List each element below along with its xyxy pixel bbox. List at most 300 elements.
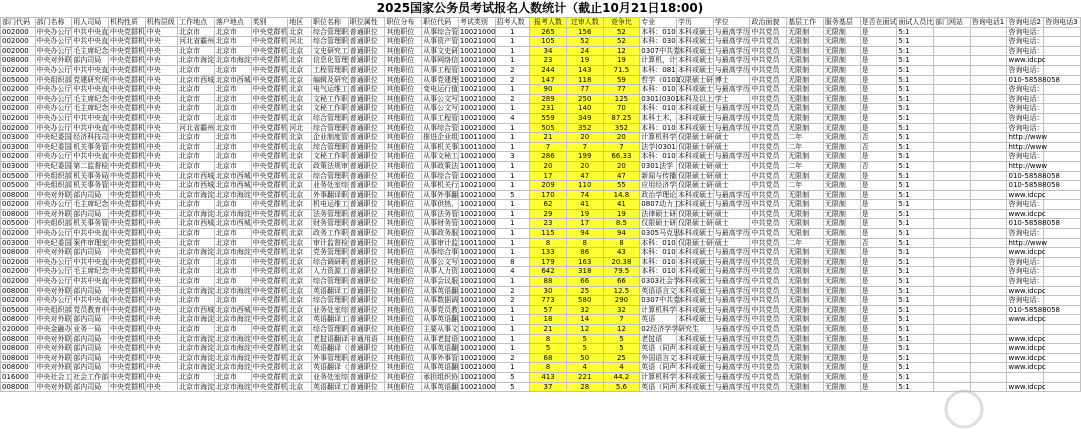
table-cell[interactable]: 本科或硕士 xyxy=(678,344,714,353)
table-cell[interactable]: 1 xyxy=(495,315,530,325)
table-cell[interactable]: 5:1 xyxy=(897,238,934,248)
table-cell[interactable]: 无限制 xyxy=(823,85,860,95)
table-cell[interactable]: 无限制 xyxy=(823,37,860,47)
table-cell[interactable]: 中央党群机 xyxy=(252,94,288,103)
table-cell[interactable]: 中央党群机 xyxy=(252,133,288,142)
table-cell[interactable]: 77 xyxy=(566,85,603,95)
table-cell[interactable]: 中央办公厅 xyxy=(36,200,72,209)
table-cell[interactable]: 普通职位 xyxy=(348,37,385,47)
table-cell[interactable]: 仅限硕士研 xyxy=(678,161,714,170)
table-cell[interactable] xyxy=(1044,142,1081,152)
table-cell[interactable] xyxy=(934,267,971,277)
table-cell[interactable]: 无限制 xyxy=(823,142,860,152)
table-cell[interactable]: 无限制 xyxy=(787,353,824,363)
table-cell[interactable]: 普通职位 xyxy=(348,104,385,114)
table-cell[interactable]: 与最高学历 xyxy=(714,200,750,209)
table-cell[interactable]: 英语语言文 xyxy=(641,286,677,295)
table-cell[interactable]: 政治学理论 xyxy=(641,190,677,199)
table-cell[interactable]: 北京市 xyxy=(214,296,251,306)
table-cell[interactable]: 其他职位 xyxy=(385,181,422,191)
table-cell[interactable]: 中央社会工 xyxy=(36,372,72,381)
table-cell[interactable]: 005000 xyxy=(1,171,36,181)
table-cell[interactable]: 010-58588058 xyxy=(1008,75,1060,84)
table-cell[interactable]: 中央党群机 xyxy=(252,372,288,381)
table-cell[interactable]: 政策法规审 xyxy=(313,161,348,170)
table-cell[interactable]: 5:1 xyxy=(897,248,934,258)
table-cell[interactable] xyxy=(970,238,1007,248)
table-cell[interactable]: 其他职位 xyxy=(385,142,422,152)
table-cell[interactable] xyxy=(1044,37,1081,47)
table-cell[interactable]: 与最高学历 xyxy=(714,267,750,276)
table-cell[interactable]: 2 xyxy=(495,65,530,75)
table-cell[interactable]: 北京市西城 xyxy=(179,305,215,314)
table-cell[interactable]: 中央办公厅 xyxy=(36,229,72,238)
table-cell[interactable]: 0305马克思 xyxy=(641,229,681,238)
table-cell[interactable]: 5:1 xyxy=(897,27,934,37)
table-cell[interactable]: 本科：010 xyxy=(641,267,676,276)
table-cell[interactable]: 非通用语 xyxy=(348,334,385,344)
table-cell[interactable]: 本科：010 xyxy=(641,85,676,94)
table-cell[interactable]: 中共党员 xyxy=(750,56,787,66)
table-cell[interactable]: 17 xyxy=(566,219,603,229)
table-cell[interactable]: 普通职位 xyxy=(348,238,385,248)
table-cell[interactable]: 无限制 xyxy=(787,219,824,229)
table-cell[interactable]: 英语翻译工 xyxy=(313,315,348,324)
table-cell[interactable]: 5:1 xyxy=(897,75,934,85)
table-cell[interactable]: 从事网络信 xyxy=(423,56,459,65)
table-cell[interactable]: 中央党群机 xyxy=(252,85,288,94)
table-cell[interactable] xyxy=(934,248,971,258)
table-cell[interactable]: 中共党员 xyxy=(750,353,787,363)
table-cell[interactable]: 普通职位 xyxy=(348,209,385,219)
table-cell[interactable]: 中央 xyxy=(145,344,177,354)
table-cell[interactable]: 北京市 xyxy=(178,238,215,248)
table-cell[interactable]: 无限制 xyxy=(787,305,824,315)
table-cell[interactable]: 是 xyxy=(860,315,897,325)
table-cell[interactable]: 其他职位 xyxy=(385,238,422,248)
table-cell[interactable]: 北京市 xyxy=(214,267,251,277)
table-cell[interactable]: 10021000 xyxy=(459,334,496,343)
table-cell[interactable]: 否 xyxy=(860,161,897,171)
table-cell[interactable]: 法学(0301 xyxy=(641,142,676,151)
table-cell[interactable]: 北京 xyxy=(288,344,312,354)
table-cell[interactable]: 002000 xyxy=(1,296,36,306)
table-cell[interactable]: 新闻与传播 xyxy=(641,171,677,180)
table-cell[interactable]: 与最高学历 xyxy=(714,56,750,65)
table-cell[interactable]: 30 xyxy=(530,286,567,296)
table-cell[interactable]: 普通职位 xyxy=(348,296,385,306)
table-cell[interactable]: 其他职位 xyxy=(385,344,422,354)
table-cell[interactable]: 2 xyxy=(495,353,530,363)
table-cell[interactable] xyxy=(934,94,971,104)
table-cell[interactable]: 中央对外联 xyxy=(36,344,72,353)
table-cell[interactable]: 中央办公厅 xyxy=(36,123,72,132)
table-cell[interactable]: 79.5 xyxy=(603,267,640,277)
table-cell[interactable]: 无限制 xyxy=(823,372,860,382)
table-cell[interactable]: 0301(0301 xyxy=(641,94,680,103)
table-cell[interactable]: 无限制 xyxy=(787,286,824,296)
table-cell[interactable]: 008000 xyxy=(1,353,36,363)
table-cell[interactable]: 中央党群机 xyxy=(252,37,288,46)
table-cell[interactable]: 中央党群机 xyxy=(252,248,288,257)
table-cell[interactable]: 179 xyxy=(530,257,567,267)
table-cell[interactable]: 北京市海淀 xyxy=(215,382,251,391)
table-cell[interactable]: 北京市 xyxy=(178,133,215,143)
table-cell[interactable]: 中央 xyxy=(145,65,177,75)
table-cell[interactable]: 中央党群机 xyxy=(252,161,288,170)
column-header[interactable]: 机构性质 xyxy=(108,18,145,28)
table-cell[interactable] xyxy=(934,363,971,373)
table-cell[interactable] xyxy=(970,248,1007,258)
table-cell[interactable]: 北京市 xyxy=(214,277,251,287)
table-cell[interactable]: 北京市海淀 xyxy=(179,344,215,353)
column-header[interactable]: 职位属性 xyxy=(348,18,385,28)
table-cell[interactable]: 从事外事翻 xyxy=(423,190,459,199)
table-cell[interactable]: 002000 xyxy=(1,94,36,104)
table-cell[interactable]: 普通职位 xyxy=(348,219,385,229)
table-cell[interactable]: 23 xyxy=(530,219,567,229)
table-cell[interactable]: 10021000 xyxy=(459,325,496,333)
table-cell[interactable] xyxy=(934,65,971,75)
table-cell[interactable] xyxy=(970,229,1007,239)
table-cell[interactable]: 硕士 xyxy=(713,142,750,152)
table-cell[interactable]: 5:1 xyxy=(897,344,934,354)
table-cell[interactable]: 与最高学历 xyxy=(714,37,750,46)
table-cell[interactable] xyxy=(970,200,1007,210)
table-cell[interactable]: 1 xyxy=(495,200,530,210)
table-cell[interactable]: 无限制 xyxy=(823,238,860,248)
table-cell[interactable]: 英语翻译工 xyxy=(313,286,348,295)
table-cell[interactable]: 5 xyxy=(495,190,530,200)
table-cell[interactable]: 普通职位 xyxy=(348,152,385,162)
table-cell[interactable]: 中央党群机 xyxy=(252,229,288,238)
table-cell[interactable]: 无限制 xyxy=(823,219,860,229)
table-cell[interactable]: 71.5 xyxy=(603,65,640,75)
table-cell[interactable]: 中央党群机 xyxy=(252,142,288,151)
table-cell[interactable]: 中央组织部 xyxy=(36,171,72,180)
table-cell[interactable]: 是 xyxy=(860,37,897,47)
table-cell[interactable]: 从事数据调 xyxy=(423,296,459,305)
column-header[interactable]: 部门名称 xyxy=(35,18,72,28)
table-cell[interactable]: 002000 xyxy=(1,113,36,123)
table-cell[interactable]: 156 xyxy=(566,27,603,37)
table-cell[interactable]: 265 xyxy=(530,27,567,37)
table-cell[interactable]: 普通职位 xyxy=(348,325,385,335)
table-cell[interactable]: 其他职位 xyxy=(385,229,422,239)
table-cell[interactable]: 北京 xyxy=(288,363,312,373)
table-cell[interactable]: 北京 xyxy=(288,286,312,296)
table-cell[interactable] xyxy=(1044,190,1081,200)
column-header[interactable]: 基层工作 xyxy=(787,18,824,28)
table-cell[interactable]: 北京 xyxy=(288,353,312,363)
table-cell[interactable]: 002000 xyxy=(1,65,36,75)
table-cell[interactable]: 普通职位 xyxy=(348,267,385,277)
table-cell[interactable]: 10021000 xyxy=(459,56,496,65)
table-cell[interactable]: 中央党群机 xyxy=(109,267,145,276)
table-cell[interactable]: 002000 xyxy=(1,104,36,114)
table-cell[interactable]: 中央办公厅 xyxy=(36,37,72,46)
table-cell[interactable]: 与最高学历 xyxy=(714,305,750,314)
table-cell[interactable]: 中央办公厅 xyxy=(36,94,72,103)
table-cell[interactable]: 北京市 xyxy=(178,267,215,277)
table-cell[interactable]: 河北省霸州 xyxy=(179,123,215,132)
table-cell[interactable]: 无限制 xyxy=(823,296,860,306)
table-cell[interactable] xyxy=(934,238,971,248)
table-cell[interactable] xyxy=(970,27,1007,37)
table-cell[interactable]: 无限制 xyxy=(823,209,860,219)
column-header[interactable]: 部门网站 xyxy=(934,18,971,28)
table-cell[interactable]: 中央党群机 xyxy=(109,334,145,343)
table-cell[interactable]: 中央党群机 xyxy=(109,85,145,94)
table-cell[interactable]: 中共党员 xyxy=(750,123,787,133)
table-cell[interactable]: 4 xyxy=(603,363,640,373)
table-cell[interactable]: 5 xyxy=(495,382,530,392)
table-cell[interactable]: 352 xyxy=(566,123,603,133)
table-cell[interactable]: 是 xyxy=(860,353,897,363)
table-cell[interactable]: 无限制 xyxy=(787,200,824,210)
table-cell[interactable]: 10021000 xyxy=(459,372,496,381)
table-cell[interactable]: 170 xyxy=(530,190,567,200)
table-cell[interactable]: 北京市 xyxy=(214,94,251,104)
table-cell[interactable]: 无限制 xyxy=(823,325,860,335)
table-cell[interactable]: 中央对外联 xyxy=(36,363,72,372)
table-cell[interactable]: 无限制 xyxy=(787,296,824,306)
table-cell[interactable]: 法务管理职 xyxy=(313,209,348,218)
table-cell[interactable]: 中央 xyxy=(145,113,177,123)
table-cell[interactable]: 10021000 xyxy=(459,296,496,305)
table-cell[interactable]: 中央党群机 xyxy=(252,305,288,314)
table-cell[interactable]: 与最高学历 xyxy=(714,190,750,199)
table-cell[interactable] xyxy=(970,161,1007,171)
column-header[interactable]: 职位代码 xyxy=(422,18,459,28)
table-cell[interactable]: 中央办公厅 xyxy=(36,296,72,305)
table-cell[interactable]: 北京市海淀 xyxy=(215,353,251,362)
table-cell[interactable]: 北京市 xyxy=(178,94,215,104)
column-header[interactable]: 部门代码 xyxy=(1,18,36,28)
table-cell[interactable]: 是 xyxy=(860,209,897,219)
table-cell[interactable]: 中央党群机 xyxy=(109,238,145,247)
table-cell[interactable]: 党员教育中 xyxy=(73,305,109,314)
table-cell[interactable] xyxy=(934,257,971,267)
table-cell[interactable] xyxy=(970,277,1007,287)
table-cell[interactable]: 中央 xyxy=(145,46,177,56)
table-cell[interactable]: 008000 xyxy=(1,248,36,258)
table-cell[interactable]: 中共党员 xyxy=(750,94,787,104)
table-cell[interactable] xyxy=(970,325,1007,335)
table-cell[interactable]: 本科或硕士 xyxy=(678,267,714,276)
table-cell[interactable]: 北京 xyxy=(288,113,312,123)
table-cell[interactable]: 52 xyxy=(566,37,603,47)
table-cell[interactable]: 无限制 xyxy=(823,27,860,37)
table-cell[interactable]: 中共中央直 xyxy=(73,229,109,238)
table-cell[interactable]: 仅限硕士研 xyxy=(678,133,714,142)
table-cell[interactable]: 本科或硕士 xyxy=(678,56,714,65)
table-cell[interactable]: 559 xyxy=(530,113,567,123)
table-cell[interactable]: 0807动力工 xyxy=(641,200,681,209)
table-cell[interactable]: 1 xyxy=(495,219,530,229)
table-cell[interactable]: 与最高学历 xyxy=(714,315,750,324)
table-cell[interactable]: 1 xyxy=(495,334,530,344)
table-cell[interactable]: 580 xyxy=(566,296,603,306)
table-cell[interactable]: 008000 xyxy=(1,56,36,66)
table-cell[interactable]: 本科或硕士 xyxy=(678,382,714,391)
table-cell[interactable]: 其他职位 xyxy=(385,267,422,277)
table-cell[interactable]: 5:1 xyxy=(897,200,934,210)
table-cell[interactable] xyxy=(934,334,971,344)
table-cell[interactable]: 党建研究所 xyxy=(73,75,109,84)
table-cell[interactable]: 主要从事文 xyxy=(423,325,459,333)
table-cell[interactable]: 中央党群机 xyxy=(252,104,288,113)
table-cell[interactable]: 5:1 xyxy=(897,161,934,171)
table-cell[interactable]: www.idcpc xyxy=(1008,382,1046,391)
table-cell[interactable]: 法律硕士研 xyxy=(641,209,677,218)
table-cell[interactable]: 中央党群机 xyxy=(252,353,288,362)
table-cell[interactable] xyxy=(934,200,971,210)
table-cell[interactable]: 5:1 xyxy=(897,372,934,382)
table-cell[interactable]: 从事财务管 xyxy=(423,219,459,228)
table-cell[interactable]: 52 xyxy=(603,27,640,37)
table-cell[interactable]: 无限制 xyxy=(787,171,824,181)
table-cell[interactable]: 10021000 xyxy=(459,315,496,324)
table-cell[interactable]: 47 xyxy=(603,171,640,181)
table-cell[interactable]: 中央党群机 xyxy=(252,315,288,324)
table-cell[interactable] xyxy=(1044,65,1081,75)
table-cell[interactable]: 中央党群机 xyxy=(109,277,145,286)
table-cell[interactable]: 河北 xyxy=(288,37,312,47)
table-cell[interactable]: 147 xyxy=(530,75,567,85)
table-cell[interactable]: 无限制 xyxy=(823,286,860,296)
table-cell[interactable]: 003000 xyxy=(1,238,36,248)
table-cell[interactable]: 0307中共党 xyxy=(641,296,681,305)
table-cell[interactable] xyxy=(970,353,1007,363)
table-cell[interactable]: 无限制 xyxy=(787,277,824,287)
table-cell[interactable]: 中央 xyxy=(145,85,177,95)
table-cell[interactable] xyxy=(934,344,971,354)
table-cell[interactable]: 其他职位 xyxy=(385,363,422,373)
table-cell[interactable]: 中央党群机 xyxy=(109,353,145,362)
table-cell[interactable]: 中共党员 xyxy=(750,325,787,335)
table-cell[interactable]: 10011000 xyxy=(459,161,496,170)
table-cell[interactable]: 文秘工作职 xyxy=(313,152,348,161)
table-cell[interactable]: 北京市 xyxy=(178,161,215,171)
table-cell[interactable]: 5 xyxy=(603,334,640,344)
table-cell[interactable]: 本科：010 xyxy=(641,248,676,257)
table-cell[interactable]: 其他职位 xyxy=(385,325,422,335)
table-cell[interactable] xyxy=(1044,152,1081,162)
table-cell[interactable]: 与最高学历 xyxy=(714,277,750,286)
table-cell[interactable]: 5:1 xyxy=(897,123,934,133)
table-cell[interactable]: 英语（同声 xyxy=(641,363,677,372)
table-cell[interactable]: 8 xyxy=(530,238,567,248)
table-cell[interactable]: 财务管理职 xyxy=(313,219,348,228)
table-cell[interactable]: 1 xyxy=(495,85,530,95)
table-cell[interactable]: 77 xyxy=(603,85,640,95)
table-cell[interactable] xyxy=(934,152,971,162)
table-cell[interactable]: 中央党群机 xyxy=(252,46,288,55)
table-cell[interactable]: 2 xyxy=(495,286,530,296)
column-header[interactable]: 学历 xyxy=(677,18,714,28)
table-cell[interactable]: 010-58588058 xyxy=(1008,219,1060,228)
table-cell[interactable]: 5:1 xyxy=(897,181,934,191)
table-cell[interactable]: 计算机科学 xyxy=(641,133,677,142)
table-cell[interactable]: 推进企业组 xyxy=(423,133,459,142)
table-cell[interactable]: 北京市 xyxy=(214,113,251,123)
table-cell[interactable]: 北京市 xyxy=(178,372,215,382)
table-cell[interactable]: 1 xyxy=(495,27,530,37)
table-cell[interactable]: 是 xyxy=(860,286,897,296)
table-cell[interactable]: 中央 xyxy=(145,277,177,287)
table-cell[interactable] xyxy=(970,113,1007,123)
column-header[interactable]: 政治面貌 xyxy=(750,18,787,28)
table-cell[interactable]: 企业制度管 xyxy=(313,133,348,142)
table-cell[interactable]: 北京市海淀 xyxy=(179,353,215,362)
table-cell[interactable] xyxy=(1044,257,1081,267)
table-cell[interactable]: 中央办公厅 xyxy=(36,85,72,94)
table-cell[interactable]: 中共中央直 xyxy=(73,85,109,94)
table-cell[interactable]: 北京市 xyxy=(214,142,251,152)
table-cell[interactable]: 010-58588058 xyxy=(1008,181,1060,190)
table-cell[interactable]: 中共党员 xyxy=(750,382,787,392)
table-cell[interactable]: 中共党员 xyxy=(750,142,787,152)
table-cell[interactable]: 4 xyxy=(566,363,603,373)
table-cell[interactable]: 无限制 xyxy=(787,334,824,344)
table-cell[interactable]: 无限制 xyxy=(787,56,824,66)
table-cell[interactable]: 哲学（0101 xyxy=(641,75,681,84)
table-cell[interactable]: 中央党群机 xyxy=(109,315,145,324)
table-cell[interactable]: 本科或硕士 xyxy=(678,277,714,286)
table-cell[interactable]: 咨询电话： xyxy=(1008,65,1044,74)
table-cell[interactable]: 中央对外联 xyxy=(36,315,72,324)
table-cell[interactable]: 河北 xyxy=(288,123,312,133)
table-cell[interactable]: 普通职位 xyxy=(348,161,385,171)
table-cell[interactable]: http://www xyxy=(1008,133,1048,142)
table-cell[interactable]: 北京市 xyxy=(214,85,251,95)
table-cell[interactable]: 是 xyxy=(860,267,897,277)
table-cell[interactable] xyxy=(1044,229,1081,239)
table-cell[interactable]: 中央党群机 xyxy=(109,257,145,266)
table-cell[interactable]: 1 xyxy=(495,56,530,66)
table-cell[interactable]: 政务工作职 xyxy=(313,229,348,238)
table-cell[interactable]: 0301法学 xyxy=(640,161,677,171)
table-cell[interactable]: 从事文史研 xyxy=(423,46,459,55)
table-cell[interactable]: 87.25 xyxy=(603,113,640,123)
table-cell[interactable]: 是 xyxy=(860,123,897,133)
table-cell[interactable]: 中共党员 xyxy=(750,257,787,267)
table-cell[interactable]: 10021000 xyxy=(459,382,496,391)
table-cell[interactable] xyxy=(934,325,971,335)
table-cell[interactable]: www.idcpc xyxy=(1008,190,1046,199)
table-cell[interactable]: 5 xyxy=(566,334,603,344)
table-cell[interactable]: 02经济学学 xyxy=(641,325,679,333)
table-cell[interactable]: 北京市西城 xyxy=(215,219,251,228)
table-cell[interactable]: 无限制 xyxy=(823,94,860,104)
table-cell[interactable] xyxy=(1007,325,1044,335)
table-cell[interactable]: 从事文秘工 xyxy=(423,152,459,161)
table-cell[interactable]: 008000 xyxy=(1,344,36,354)
table-cell[interactable]: 从事综合管 xyxy=(423,171,459,180)
table-cell[interactable]: 中共党员 xyxy=(750,190,787,200)
table-cell[interactable]: 本科：010 xyxy=(641,238,676,247)
table-cell[interactable]: 中共党员 xyxy=(750,315,787,325)
table-cell[interactable]: 中央纪委国 xyxy=(36,238,72,247)
table-cell[interactable]: 90 xyxy=(530,85,567,95)
table-cell[interactable]: 咨询电话： xyxy=(1008,113,1044,122)
table-cell[interactable]: 其他职位 xyxy=(385,85,422,95)
table-cell[interactable]: 北京 xyxy=(288,190,312,200)
table-cell[interactable]: 中央党群机 xyxy=(109,113,145,122)
table-cell[interactable] xyxy=(1044,27,1081,37)
table-cell[interactable]: 008000 xyxy=(1,190,36,200)
